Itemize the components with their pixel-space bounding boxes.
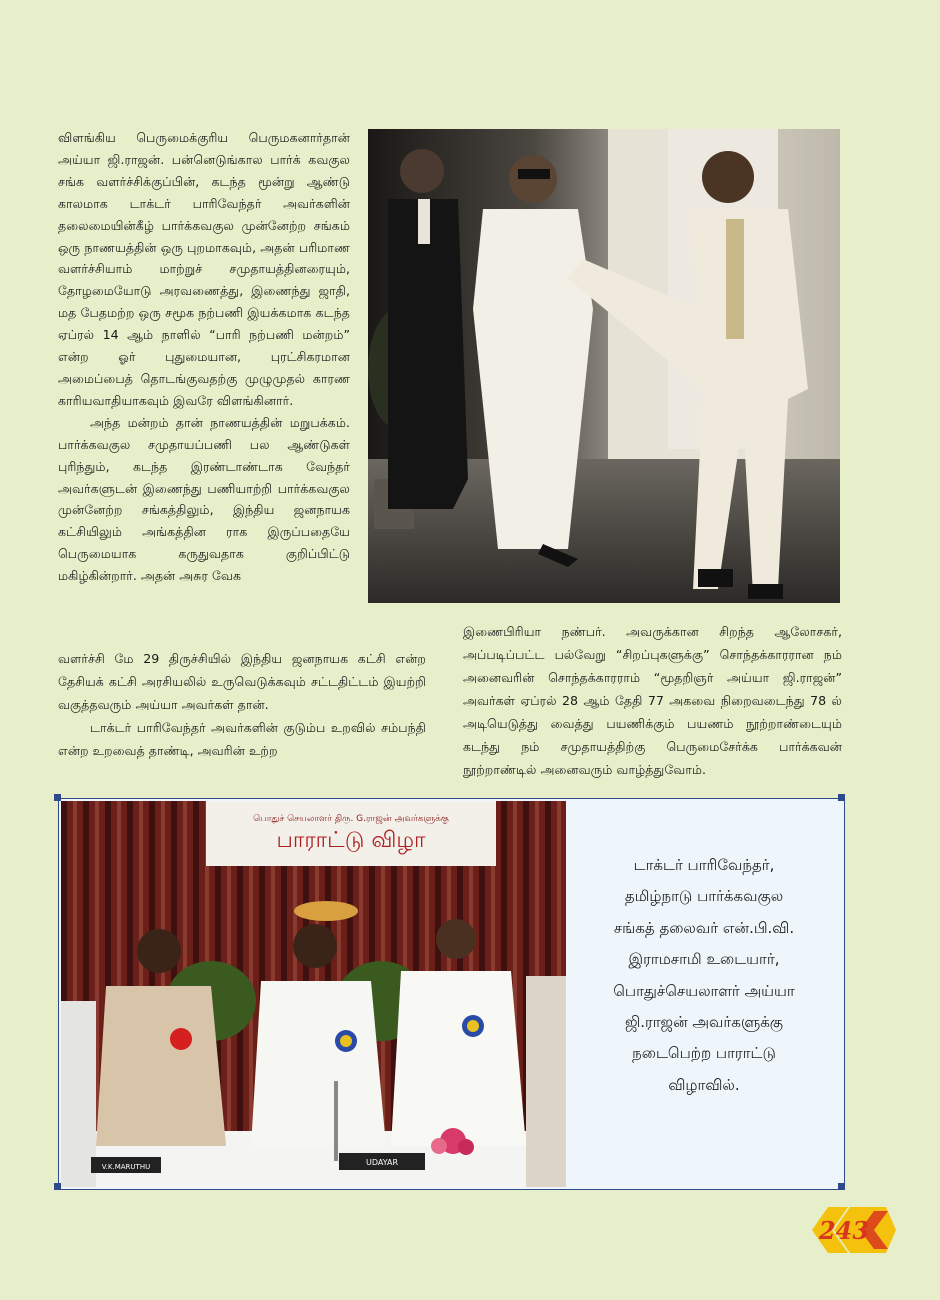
caption-line: பொதுச்செயலாளர் அய்யா: [613, 981, 795, 1000]
caption-line: ஜி.ராஜன் அவர்களுக்கு: [624, 1013, 784, 1032]
frame-corner-ornament: [838, 794, 845, 801]
caption-line: சங்கத் தலைவர் என்.பி.வி.: [613, 918, 795, 937]
page-number: 243: [818, 1216, 870, 1245]
right-column: [463, 620, 842, 781]
photo-felicitation-ceremony: [61, 801, 566, 1187]
frame-corner-ornament: [838, 1183, 845, 1190]
continuation-column: [58, 647, 426, 762]
frame-corner-ornament: [54, 1183, 61, 1190]
paragraph-2-continued: வளர்ச்சி மே 29 திருச்சியில் இந்திய ஜனநாயக கட்சி என்ற தேசியக் கட்சி அரசியலில் உருவெடுக்கவும் சட்டதிட்டம் இயற்றி வகுத்தவரும் அய்யா அவர்கள் தான்.: [58, 651, 427, 712]
photo-caption: [580, 850, 828, 1101]
caption-line: இராமசாமி உடையார்,: [628, 950, 780, 969]
photo-leaders-walking: [368, 129, 840, 603]
nameplate-left: V.K.MARUTHU: [101, 1163, 151, 1171]
caption-line: நடைபெற்ற பாராட்டு: [632, 1044, 776, 1063]
banner-subtitle: பொதுச் செயலாளர் திரு. G.ராஜன் அவர்களுக்கு: [253, 814, 449, 824]
caption-line: டாக்டர் பாரிவேந்தர்,: [633, 856, 775, 874]
frame-corner-ornament: [54, 794, 61, 801]
paragraph-3: டாக்டர் பாரிவேந்தர் அவர்களின் குடும்ப உறவில் சம்பந்தி என்ற உறவைத் தாண்டி, அவரின் உற்ற: [58, 720, 426, 758]
left-column: [58, 127, 350, 587]
paragraph-2: அந்த மன்றம் தான் நாணயத்தின் மறுபக்கம். பார்க்கவகுல சமுதாயப்பணி பல ஆண்டுகள் புரிந்தும், கடந்த இரண்டாண்டாக வேந்தர் அவர்களுடன் இணைந்து பணியாற்றி பார்க்கவகுல முன்னேற்ற சங்கத்திலும், இந்திய ஜனநாயக கட்சியிலும் அங்கத்தின ராக இருப்பதையே பெருமையாக கருதுவதாக குறிப்பிட்டு மகிழ்கின்றார். அதன் அசுர வேக: [58, 414, 350, 584]
page-number-badge: [812, 1203, 896, 1257]
nameplate-center: UDAYAR: [365, 1158, 399, 1167]
paragraph-1: விளங்கிய பெருமைக்குரிய பெருமகனார்தான் அய்யா ஜி.ராஜன். பன்னெடுங்கால பார்க் கவகுல சங்க வளர்ச்சிக்குப்பின், கடந்த மூன்று ஆண்டு காலமாக டாக்டர் பாரிவேந்தர் அவர்களின் தலைமையின்கீழ் பார்க்கவகுல முன்னேற்ற சங்கம் ஒரு நாணயத்தின் ஒரு புறமாகவும், அதன் பரிமாண வளர்ச்சியாம் மாற்றுச் சமுதாயத்தினரையும், தோழமையோடு அரவணைத்து, இணைந்து ஜாதி, மத பேதமற்ற ஒரு சமூக நற்பணி இயக்கமாக கடந்த ஏப்ரல் 14 ஆம் நாளில் “பாரி நற்பணி மன்றம்” என்ற ஓர் புதுமையான, புரட்சிகரமான அமைப்பைத் தொடங்குவதற்கு முழுமுதல் காரண காரியவாதியாகவும் இவரே விளங்கினார்.: [58, 130, 350, 408]
banner-title: பாராட்டு விழா: [276, 828, 426, 853]
caption-line: தமிழ்நாடு பார்க்கவகுல: [624, 887, 784, 906]
caption-line: விழாவில்.: [668, 1075, 740, 1094]
paragraph-4: இணைபிரியா நண்பர். அவருக்கான சிறந்த ஆலோசகர், அப்படிப்பட்ட பல்வேறு “சிறப்புகளுக்கு” சொந்தக்காரரான நம் அனைவரின் சொந்தக்காரராம் “மூதறிஞர் அய்யா ஜி.ராஜன்” அவர்கள் ஏப்ரல் 28 ஆம் தேதி 77 அகவை நிறைவடைந்து 78 ல் அடியெடுத்து வைத்து பயணிக்கும் பயணம் நூற்றாண்டையும் கடந்து நம் சமுதாயத்திற்கு பெருமைசேர்க்க பார்க்கவன் நூற்றாண்டில் அனைவரும் வாழ்த்துவோம்.: [463, 624, 842, 777]
